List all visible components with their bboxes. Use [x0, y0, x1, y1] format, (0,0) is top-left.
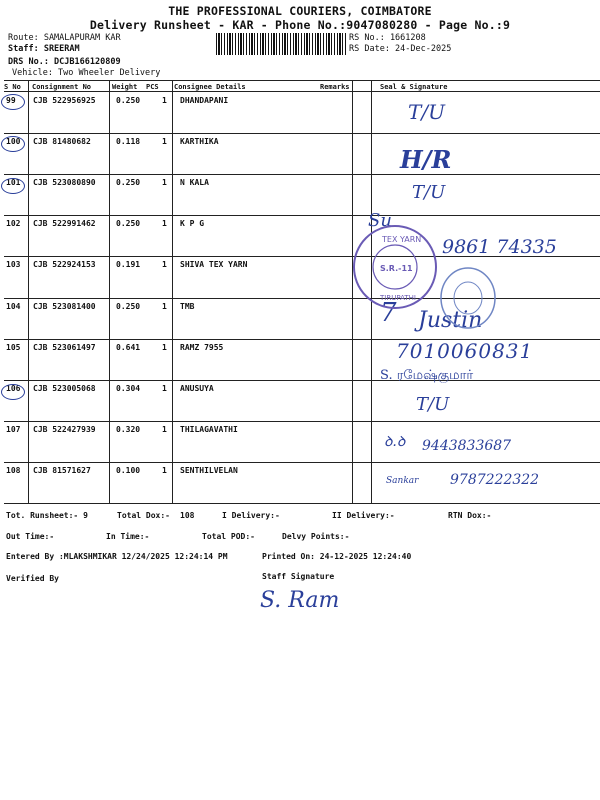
signature-row-107: 9443833687	[422, 438, 512, 454]
row-consignment-no: CJB 523061497	[33, 342, 96, 352]
signature-row-104: Justin	[418, 308, 483, 333]
row-weight: 0.191	[116, 260, 141, 270]
row-separator	[4, 215, 600, 216]
col-seal-signature: Seal & Signature	[380, 83, 448, 91]
col-sno: S No	[4, 83, 21, 91]
printed-on: Printed On: 24-12-2025 12:24:40	[262, 552, 412, 561]
i-delivery: I Delivery:-	[222, 511, 280, 520]
row-serial: 108	[6, 465, 21, 475]
signature-row-101: T/U	[412, 182, 446, 203]
stamp-text-bottom: TIRUPATHI	[380, 294, 416, 302]
second-seal-stamp	[438, 265, 498, 331]
staff-label: Staff: SREERAM	[8, 44, 80, 54]
col-consignment: Consignment No	[32, 83, 92, 91]
row-separator	[4, 462, 600, 463]
row-consignment-no: CJB 523005068	[33, 383, 96, 393]
row-consignee: K P G	[180, 219, 205, 229]
row-consignee: N KALA	[180, 178, 209, 188]
rs-number: RS No.: 1661208	[349, 33, 426, 43]
row-pcs: 1	[162, 465, 167, 475]
row-pcs: 1	[162, 383, 167, 393]
row-separator	[4, 133, 600, 134]
row-consignee: TMB	[180, 301, 195, 311]
company-title: THE PROFESSIONAL COURIERS, COIMBATORE	[168, 4, 432, 18]
row-consignee: SHIVA TEX YARN	[180, 260, 248, 270]
signature-row-106: T/U	[416, 394, 450, 415]
signature-row-102: 9861 74335	[442, 236, 557, 258]
col-divider	[109, 80, 110, 503]
tot-runsheet: Tot. Runsheet:- 9	[6, 511, 88, 520]
table-header-border	[4, 91, 600, 92]
delvy-points: Delvy Points:-	[282, 532, 350, 541]
serial-circle-mark	[1, 94, 25, 110]
stamp-text-center: S.R.-11	[380, 264, 413, 273]
row-serial: 104	[6, 301, 21, 311]
table-top-border	[4, 80, 600, 81]
col-divider	[28, 80, 29, 503]
row-serial: 99	[6, 96, 16, 105]
row-consignment-no: CJB 522924153	[33, 260, 96, 270]
row-pcs: 1	[162, 260, 167, 270]
row-consignee: RAMZ 7955	[180, 342, 224, 352]
row-consignment-no: CJB 522956925	[33, 96, 96, 105]
staff-signature: S. Ram	[260, 588, 340, 613]
verified-by: Verified By	[6, 574, 59, 583]
row-serial: 100	[6, 137, 21, 147]
row-serial: 103	[6, 260, 21, 270]
row-separator	[4, 174, 600, 175]
col-pcs: PCS	[146, 83, 159, 91]
row-weight: 0.320	[116, 424, 141, 434]
col-divider	[172, 80, 173, 503]
serial-circle-mark	[1, 178, 25, 194]
row-separator	[4, 380, 600, 381]
signature-row-108: 9787222322	[450, 472, 540, 488]
row-consignment-no: CJB 81571627	[33, 465, 91, 475]
row-weight: 0.250	[116, 178, 141, 188]
row-pcs: 1	[162, 219, 167, 229]
rtn-dox: RTN Dox:-	[448, 511, 492, 520]
row-consignment-no: CJB 523081400	[33, 301, 96, 311]
rs-date: RS Date: 24-Dec-2025	[349, 44, 452, 54]
row-serial: 106	[6, 383, 21, 393]
row-separator	[4, 298, 600, 299]
signature-mark: Su	[368, 210, 392, 231]
company-seal-stamp	[350, 222, 440, 312]
col-consignee: Consignee Details	[174, 83, 246, 91]
row-separator	[4, 421, 600, 422]
row-consignment-no: CJB 523080890	[33, 178, 96, 188]
row-serial: 102	[6, 219, 21, 229]
row-serial: 105	[6, 342, 21, 352]
row-consignee: SENTHILVELAN	[180, 465, 238, 475]
signature-mark: 7	[380, 298, 397, 328]
row-pcs: 1	[162, 301, 167, 311]
drs-number: DRS No.: DCJB166120809	[8, 57, 121, 67]
total-pod: Total POD:-	[202, 532, 255, 541]
row-weight: 0.250	[116, 301, 141, 311]
row-pcs: 1	[162, 96, 167, 105]
out-time: Out Time:-	[6, 532, 55, 541]
entered-by: Entered By :MLAKSHMIKAR 12/24/2025 12:24:14 PM	[6, 552, 228, 561]
row-pcs: 1	[162, 424, 167, 434]
barcode	[216, 33, 346, 55]
row-weight: 0.250	[116, 219, 141, 229]
row-weight: 0.100	[116, 465, 141, 475]
row-weight: 0.304	[116, 383, 141, 393]
signature-row-100: H/R	[400, 145, 452, 174]
signature-row-105: 7010060831	[396, 339, 534, 363]
row-pcs: 1	[162, 178, 167, 188]
row-consignee: ANUSUYA	[180, 383, 214, 393]
serial-circle-mark	[1, 384, 25, 400]
runsheet-subtitle: Delivery Runsheet - KAR - Phone No.:9047080280 - Page No.:9	[89, 18, 511, 32]
row-pcs: 1	[162, 342, 167, 352]
signature-scribble: ꝺ.ꝺ	[384, 434, 406, 450]
route-label: Route: SAMALAPURAM KAR	[8, 33, 121, 43]
row-weight: 0.118	[116, 137, 141, 147]
row-consignment-no: CJB 522991462	[33, 219, 96, 229]
staff-signature-label: Staff Signature	[262, 572, 335, 581]
ii-delivery: II Delivery:-	[332, 511, 395, 520]
row-consignee: THILAGAVATHI	[180, 424, 238, 434]
col-weight: Weight	[112, 83, 138, 91]
stamp-text-top: TEX YARN	[382, 235, 422, 244]
row-pcs: 1	[162, 137, 167, 147]
row-consignee: KARTHIKA	[180, 137, 219, 147]
row-serial: 101	[6, 178, 21, 188]
signature-name-108: Sankar	[386, 476, 419, 486]
tamil-name-signature: S. ரமேஷ்குமார்	[380, 368, 474, 383]
table-bottom-border	[4, 503, 600, 504]
row-consignment-no: CJB 81480682	[33, 137, 91, 147]
serial-circle-mark	[1, 136, 25, 152]
row-serial: 107	[6, 424, 21, 434]
row-weight: 0.250	[116, 96, 141, 105]
total-dox-value: 108	[180, 511, 195, 520]
row-consignment-no: CJB 522427939	[33, 424, 96, 434]
row-consignee: DHANDAPANI	[180, 96, 229, 105]
col-remarks: Remarks	[320, 83, 350, 91]
signature-row-99: T/U	[408, 100, 445, 124]
total-dox-label: Total Dox:-	[117, 511, 170, 520]
row-weight: 0.641	[116, 342, 141, 352]
vehicle-label: Vehicle: Two Wheeler Delivery	[12, 68, 161, 78]
in-time: In Time:-	[106, 532, 150, 541]
